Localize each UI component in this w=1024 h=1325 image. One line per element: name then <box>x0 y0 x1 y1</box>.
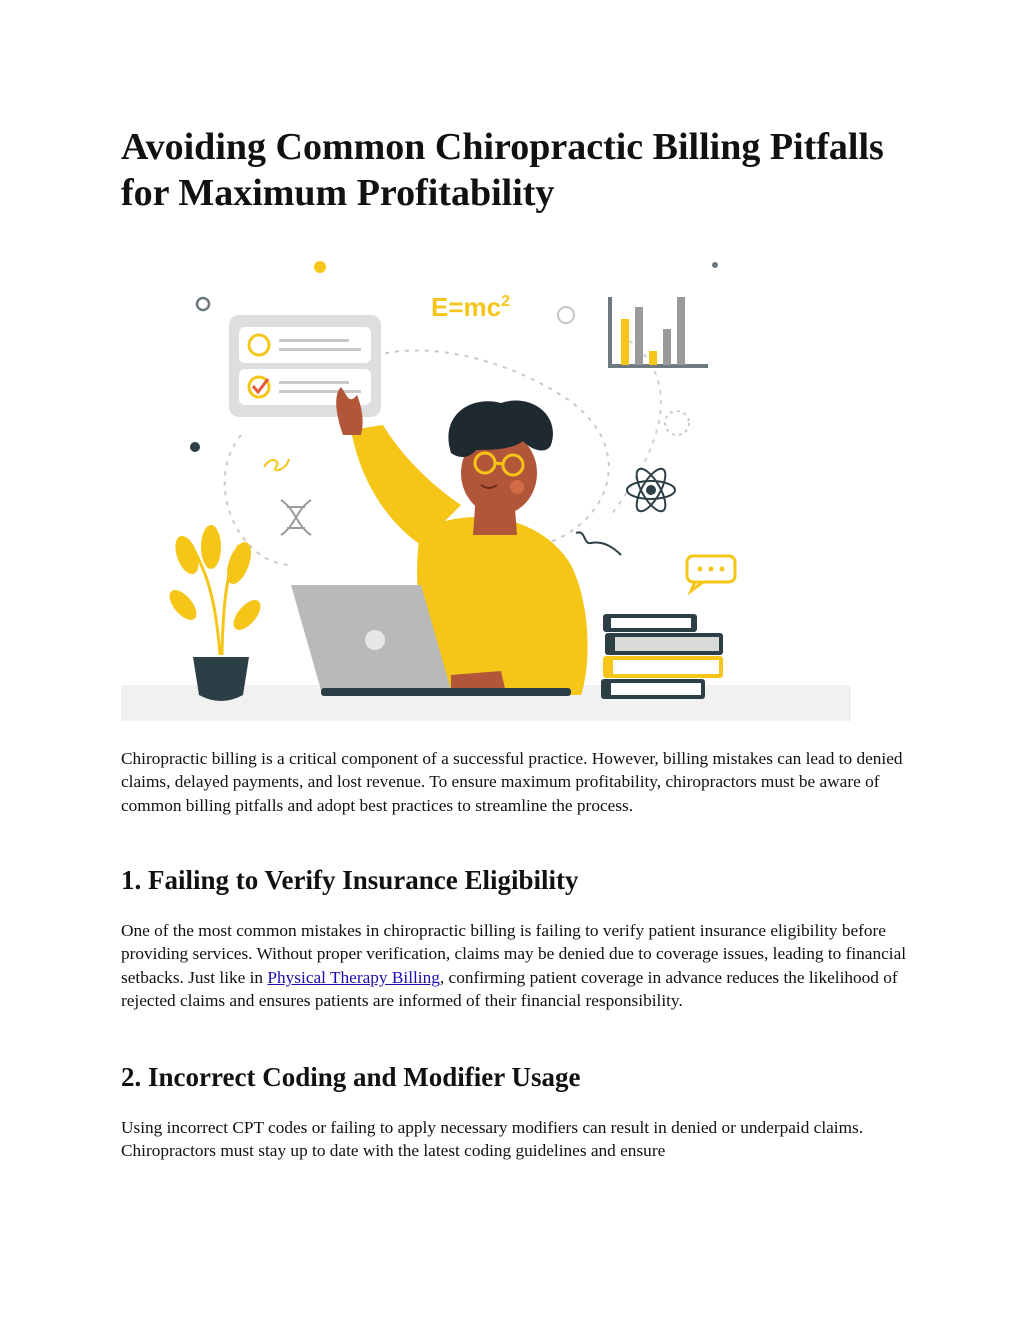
page-title: Avoiding Common Chiropractic Billing Pitfalls for Maximum Profitability <box>121 126 884 214</box>
formula-text: $E=mc^2$ <box>431 292 511 322</box>
books-icon <box>601 614 723 699</box>
yellow-dot <box>314 261 326 273</box>
bar-chart-icon <box>608 297 708 368</box>
dna-icon <box>281 500 311 535</box>
intro-paragraph: Chiropractic billing is a critical component of a successful practice. However, billing mistakes can lead to denied claims, delayed payments, and lost revenue. To ensure maximum profitability, chiropractors must be aware of common billing pitfalls and adopt best practices to streamline the process. <box>121 749 903 815</box>
section-1-text: One of the most common mistakes in chiropractic billing is failing to verify patient insurance eligibility before providing services. Without proper verification, claims may be denied due to coverage issues, leading to financial setbacks. Just like in <box>121 921 907 987</box>
dashed-ring <box>665 411 689 435</box>
ring-icon <box>197 298 209 310</box>
hero-illustration <box>121 245 851 723</box>
section-2-heading: 2. Incorrect Coding and Modifier Usage <box>121 1062 581 1092</box>
section-1-paragraph <box>121 919 911 1013</box>
section-1-heading: 1. Failing to Verify Insurance Eligibility <box>121 865 579 895</box>
squiggle <box>576 532 621 555</box>
plant-icon <box>165 525 266 701</box>
chat-bubble-icon <box>687 556 735 591</box>
atom-icon <box>627 465 675 516</box>
physical-therapy-billing-link[interactable]: Physical Therapy Billing <box>267 967 440 987</box>
section-1-text-continued: , confirming patient coverage in advance reduces the likelihood of rejected claims and ensures patients are informed of their financial responsibility. <box>121 967 898 1011</box>
squiggle <box>264 459 289 470</box>
ring-icon <box>558 307 574 323</box>
grey-dot <box>712 262 718 268</box>
dark-dot <box>190 442 200 452</box>
section-2-paragraph: Using incorrect CPT codes or failing to apply necessary modifiers can result in denied or underpaid claims. Chiropractors must stay up to date with the latest coding guidelines and ensure <box>121 1118 864 1161</box>
